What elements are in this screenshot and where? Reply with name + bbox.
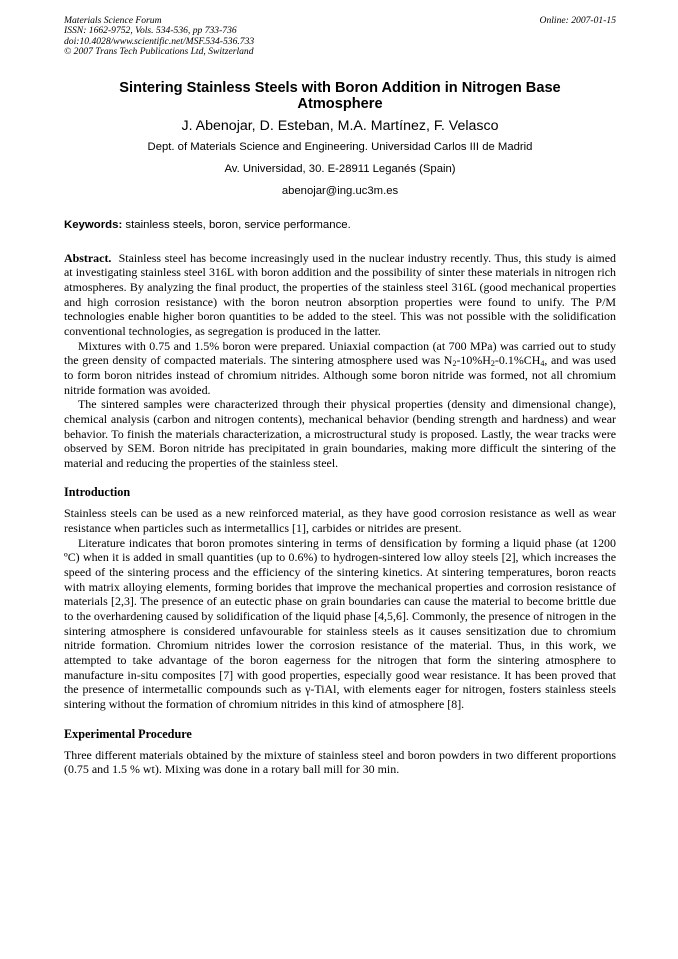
introduction-paragraph-1: Stainless steels can be used as a new reinforced material, as they have good corrosion resistance as well as wear resistance when particles such as intermetallics [1], carbides or nitrides are present. bbox=[64, 506, 616, 536]
title-line-2: Atmosphere bbox=[297, 96, 383, 113]
authors: J. Abenojar, D. Esteban, M.A. Martínez, F. Velasco bbox=[181, 117, 499, 134]
keywords-text: stainless steels, boron, service performance. bbox=[122, 218, 351, 231]
experimental-paragraph-1: Three different materials obtained by the mixture of stainless steel and boron powders in two different proportions (0.75 and 1.5 % wt). Mixing was done in a rotary ball mill for 30 min. bbox=[64, 747, 616, 777]
subscript: 4 bbox=[540, 359, 545, 369]
title-line-1: Sintering Stainless Steels with Boron Addition in Nitrogen Base bbox=[119, 79, 561, 96]
journal-doi[interactable]: doi:10.4028/www.scientific.net/MSF.534-536.733 bbox=[64, 35, 255, 47]
abstract-text-2d: , and was used to form boron nitrides instead of chromium nitrides. Although some boron nitride was formed, not all chromium nitride formation was avoided. bbox=[64, 353, 617, 397]
keywords bbox=[64, 219, 616, 231]
subscript: 2 bbox=[452, 359, 457, 369]
journal-copyright: © 2007 Trans Tech Publications Ltd, Switzerland bbox=[64, 46, 254, 58]
journal-issn: ISSN: 1662-9752, Vols. 534-536, pp 733-736 bbox=[64, 25, 237, 37]
experimental-heading: Experimental Procedure bbox=[64, 726, 192, 741]
introduction-heading: Introduction bbox=[64, 485, 131, 500]
abstract-text-2b: -10%H bbox=[456, 353, 491, 368]
abstract-text-1: Stainless steel has become increasingly used in the nuclear industry recently. Thus, this study is aimed at investigating stainless steel 316L with boron addition and the possibility of sinter these materials in nitrogen rich atmospheres. By analyzing the final product, the properties of the stainless steel 316L (good mechanical properties and high corrosion resistance) with the boron neutron absorption properties were found to unify. The P/M technologies enable higher boron quantities to be added to the steel. This was not possible with the solidification conventional technologies, as segregation is produced in the latter. bbox=[64, 250, 619, 338]
abstract-text-2c: -0.1%CH bbox=[494, 353, 541, 368]
paper-title bbox=[64, 80, 616, 113]
journal-name: Materials Science Forum bbox=[64, 15, 162, 26]
affiliation-address: Av. Universidad, 30. E-28911 Leganés (Spain) bbox=[224, 162, 456, 175]
author-email[interactable]: abenojar@ing.uc3m.es bbox=[281, 184, 399, 197]
abstract-paragraph-1 bbox=[64, 250, 619, 339]
affiliation-department: Dept. of Materials Science and Engineering. Universidad Carlos III de Madrid bbox=[147, 140, 533, 153]
online-date: Online: 2007-01-15 bbox=[539, 15, 616, 26]
paper-page bbox=[64, 15, 619, 777]
abstract-paragraph-3: The sintered samples were characterized through their physical properties (density and dimensional change), chemical analysis (carbon and nitrogen contents), mechanical behavior (bending strength and hardness) and wear behavior. To finish the materials characterization, a microstructural study is proposed. Lastly, the wear tracks were observed by SEM. Boron nitride has precipitated in grain boundaries, making more difficult the sintering of the material and reducing the properties of the stainless steel. bbox=[64, 397, 616, 470]
subscript: 2 bbox=[490, 359, 495, 369]
abstract-label: Abstract. bbox=[64, 250, 112, 265]
journal-header bbox=[64, 16, 616, 58]
abstract-text-2a: Mixtures with 0.75 and 1.5% boron were prepared. Uniaxial compaction (at 700 MPa) was carried out to study the green density of compacted materials. The sintering atmosphere used was N bbox=[64, 338, 616, 368]
introduction-paragraph-2: Literature indicates that boron promotes sintering in terms of densification by forming a liquid phase (at 1200 ºC) when it is added in small quantities (up to 0.6%) to hydrogen-sintered low alloy steels [2], which increases the speed of the sintering process and the efficiency of the sintering kinetics. At sintering temperatures, boron reacts with matrix alloying elements, forming borides that improve the mechanical properties and corrosion resistance of materials [2,3]. The presence of an eutectic phase on grain boundaries can cause the material to become brittle due to the overhardening caused by solidification of the liquid phase [4,5,6]. Commonly, the presence of nitrogen in the sintering atmosphere is considered unfavourable for stainless steels as it causes sensitization due to chromium nitride formation. Chromium nitrides lower the corrosion resistance of the material. Thus, in this work, we attempted to take advantage of the boron eagerness for the nitrogen that form the sintering atmosphere to manufacture in-situ composites [7] with good properties, especially good wear resistance. It has been proved that the presence of intermetallic compounds such as γ-TiAl, with elements eager for nitrogen, fosters stainless steels sintering without the formation of chromium nitrides in this kind of atmosphere [8]. bbox=[64, 535, 616, 711]
abstract-paragraph-2 bbox=[64, 339, 616, 398]
keywords-label: Keywords: bbox=[64, 218, 123, 231]
